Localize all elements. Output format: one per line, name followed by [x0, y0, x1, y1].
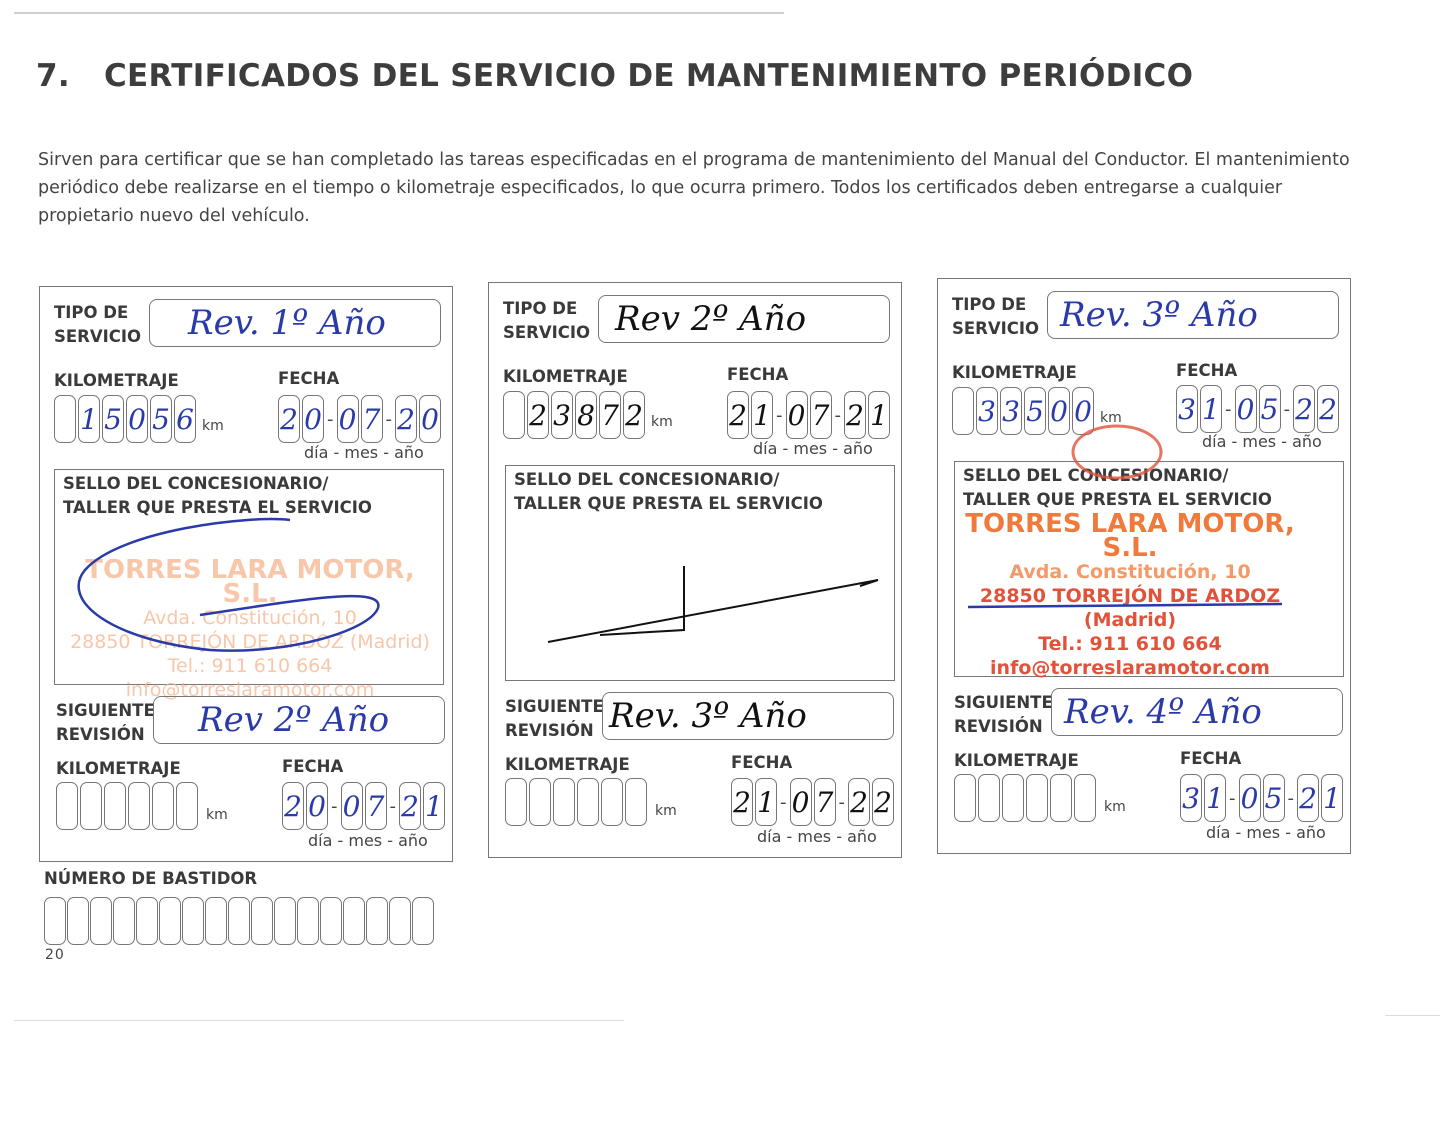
- day-digit[interactable]: 3: [1180, 774, 1202, 822]
- mileage-digit[interactable]: [503, 391, 525, 439]
- mileage-digit[interactable]: 5: [150, 395, 172, 443]
- next-date-label: FECHA: [282, 757, 344, 776]
- mileage-digit[interactable]: [505, 778, 527, 826]
- vin-digit[interactable]: [297, 897, 319, 945]
- mileage-label: KILOMETRAJE: [503, 367, 628, 386]
- next-date-field[interactable]: 2 1 - 0 7 - 2 2: [731, 778, 894, 826]
- date-format-hint: día - mes - año: [304, 443, 424, 462]
- km-unit: km: [1104, 799, 1126, 815]
- mileage-digit[interactable]: 2: [623, 391, 645, 439]
- page-number: 20: [45, 947, 65, 963]
- mileage-digit[interactable]: [80, 782, 102, 830]
- year-digit[interactable]: 1: [423, 782, 445, 830]
- date-format-hint: día - mes - año: [308, 831, 428, 850]
- year-digit[interactable]: 2: [395, 395, 417, 443]
- km-unit: km: [1100, 410, 1122, 426]
- mileage-digits[interactable]: [54, 395, 196, 443]
- dealer-stamp: TORRES LARA MOTOR, S.L. Avda. Constitución, 10 28850 TORREJÓN DE ARDOZ (Madrid) Tel.: 911 610 664 info@torreslaramotor.com: [70, 555, 430, 701]
- service-type-value: Rev. 1º Año: [188, 303, 386, 343]
- year-digit[interactable]: 1: [868, 391, 890, 439]
- mileage-digit[interactable]: [529, 778, 551, 826]
- mileage-digits[interactable]: [952, 387, 1094, 435]
- month-digit[interactable]: 0: [337, 395, 359, 443]
- day-digit[interactable]: 0: [306, 782, 328, 830]
- month-digit[interactable]: 7: [365, 782, 387, 830]
- service-type-field[interactable]: [1047, 291, 1339, 339]
- mileage-digit[interactable]: [601, 778, 623, 826]
- date-field[interactable]: 2 0 - 0 7 - 2 0: [278, 395, 441, 443]
- next-service-label: SIGUIENTE REVISIÓN: [56, 701, 155, 744]
- year-digit[interactable]: 2: [848, 778, 870, 826]
- day-digit[interactable]: 1: [755, 778, 777, 826]
- next-service-label: SIGUIENTE REVISIÓN: [954, 693, 1053, 736]
- mileage-digit[interactable]: [952, 387, 974, 435]
- dealer-stamp-box: [54, 469, 444, 701]
- month-digit[interactable]: 0: [790, 778, 812, 826]
- mileage-digit[interactable]: [553, 778, 575, 826]
- month-digit[interactable]: 0: [1239, 774, 1261, 822]
- next-date-label: FECHA: [1180, 749, 1242, 768]
- year-digit[interactable]: 2: [844, 391, 866, 439]
- next-service-value: Rev. 3º Año: [609, 696, 807, 736]
- service-type-field[interactable]: [598, 295, 890, 343]
- vin-digit[interactable]: [412, 897, 434, 945]
- vin-digit[interactable]: [136, 897, 158, 945]
- vin-digit[interactable]: [159, 897, 181, 945]
- mileage-digit[interactable]: 2: [527, 391, 549, 439]
- date-label: FECHA: [278, 369, 340, 388]
- next-service-value: Rev 2º Año: [198, 700, 390, 740]
- year-digit[interactable]: 2: [872, 778, 894, 826]
- month-digit[interactable]: 5: [1259, 385, 1281, 433]
- date-label: FECHA: [727, 365, 789, 384]
- next-service-label: SIGUIENTE REVISIÓN: [505, 697, 604, 740]
- vin-digit[interactable]: [90, 897, 112, 945]
- day-digit[interactable]: 3: [1176, 385, 1198, 433]
- mileage-digit[interactable]: [104, 782, 126, 830]
- vin-label: NÚMERO DE BASTIDOR: [44, 869, 258, 888]
- next-date-label: FECHA: [731, 753, 793, 772]
- next-mileage-label: KILOMETRAJE: [505, 755, 630, 774]
- service-type-label: TIPO DE SERVICIO: [952, 295, 1040, 338]
- next-service-field[interactable]: [602, 692, 894, 740]
- service-type-value: Rev 2º Año: [615, 299, 807, 339]
- month-digit[interactable]: 0: [341, 782, 363, 830]
- month-digit[interactable]: 7: [361, 395, 383, 443]
- day-digit[interactable]: 1: [1204, 774, 1226, 822]
- month-digit[interactable]: 7: [810, 391, 832, 439]
- next-date-field[interactable]: 3 1 - 0 5 - 2 1: [1180, 774, 1343, 822]
- next-date-field[interactable]: 2 0 - 0 7 - 2 1: [282, 782, 445, 830]
- mileage-digit[interactable]: 8: [575, 391, 597, 439]
- dealer-stamp: TORRES LARA MOTOR, S.L. Avda. Constitución, 10 28850 TORREJÓN DE ARDOZ (Madrid) Tel.: 911 610 664 info@torreslaramotor.com: [965, 509, 1295, 679]
- next-mileage-label: KILOMETRAJE: [56, 759, 181, 778]
- mileage-digit[interactable]: 3: [551, 391, 573, 439]
- section-number: 7.: [36, 58, 70, 94]
- bottom-rule-right: [1385, 1015, 1440, 1016]
- day-digit[interactable]: 1: [1200, 385, 1222, 433]
- vin-digit[interactable]: [182, 897, 204, 945]
- vin-digit[interactable]: [366, 897, 388, 945]
- date-field[interactable]: 2 1 - 0 7 - 2 1: [727, 391, 890, 439]
- date-format-hint: día - mes - año: [757, 827, 877, 846]
- date-format-hint: día - mes - año: [1202, 432, 1322, 451]
- mileage-digit[interactable]: [152, 782, 174, 830]
- vin-digit[interactable]: [44, 897, 66, 945]
- mileage-digit[interactable]: 7: [599, 391, 621, 439]
- vin-digits[interactable]: [44, 897, 434, 945]
- next-service-value: Rev. 4º Año: [1064, 692, 1262, 732]
- mileage-digit[interactable]: 3: [1000, 387, 1022, 435]
- date-label: FECHA: [1176, 361, 1238, 380]
- day-digit[interactable]: 2: [282, 782, 304, 830]
- intro-paragraph: Sirven para certificar que se han completado las tareas especificadas en el programa de mantenimiento del Manual del Conductor. El mantenimiento periódico debe realizarse en el tiempo o kilometraje especificados, lo que ocurra primero. Todos los certificados deben entregarse a cualquier propietario nuevo del vehículo.: [38, 150, 1350, 226]
- mileage-digit[interactable]: 0: [1072, 387, 1094, 435]
- next-mileage-digits[interactable]: [954, 774, 1096, 822]
- mileage-digit[interactable]: [1074, 774, 1096, 822]
- service-type-label: TIPO DE SERVICIO: [54, 303, 142, 346]
- bottom-rule: [14, 1020, 624, 1021]
- vin-digit[interactable]: [67, 897, 89, 945]
- year-digit[interactable]: 2: [1297, 774, 1319, 822]
- top-rule: [14, 12, 784, 14]
- day-digit[interactable]: 2: [731, 778, 753, 826]
- stamp-box-label: SELLO DEL CONCESIONARIO/ TALLER QUE PRESTA EL SERVICIO: [514, 470, 823, 513]
- month-digit[interactable]: 5: [1263, 774, 1285, 822]
- next-service-field[interactable]: [1051, 688, 1343, 736]
- mileage-digit[interactable]: [625, 778, 647, 826]
- mileage-digit[interactable]: [978, 774, 1000, 822]
- mileage-digit[interactable]: 5: [102, 395, 124, 443]
- mileage-digit[interactable]: [176, 782, 198, 830]
- mileage-digit[interactable]: [56, 782, 78, 830]
- mileage-label: KILOMETRAJE: [952, 363, 1077, 382]
- service-certificate-2: [488, 282, 902, 858]
- mileage-digit[interactable]: [1050, 774, 1072, 822]
- mileage-digit[interactable]: [1002, 774, 1024, 822]
- stamp-box-label: SELLO DEL CONCESIONARIO/ TALLER QUE PRESTA EL SERVICIO: [963, 466, 1272, 509]
- date-field[interactable]: 3 1 - 0 5 - 2 2: [1176, 385, 1339, 433]
- mileage-digits[interactable]: [503, 391, 645, 439]
- service-certificate-3: [937, 278, 1351, 854]
- stamp-box-label: SELLO DEL CONCESIONARIO/ TALLER QUE PRESTA EL SERVICIO: [63, 474, 372, 517]
- mileage-digit[interactable]: [577, 778, 599, 826]
- mileage-digit[interactable]: [1026, 774, 1048, 822]
- mileage-digit[interactable]: 1: [78, 395, 100, 443]
- day-digit[interactable]: 2: [278, 395, 300, 443]
- year-digit[interactable]: 2: [399, 782, 421, 830]
- vin-digit[interactable]: [251, 897, 273, 945]
- next-mileage-digits[interactable]: [56, 782, 198, 830]
- vin-digit[interactable]: [113, 897, 135, 945]
- next-mileage-digits[interactable]: [505, 778, 647, 826]
- day-digit[interactable]: 0: [302, 395, 324, 443]
- year-digit[interactable]: 2: [1317, 385, 1339, 433]
- mileage-digit[interactable]: 0: [1048, 387, 1070, 435]
- km-unit: km: [206, 807, 228, 823]
- mileage-digit[interactable]: 5: [1024, 387, 1046, 435]
- next-service-field[interactable]: [153, 696, 445, 744]
- month-digit[interactable]: 0: [786, 391, 808, 439]
- date-format-hint: día - mes - año: [753, 439, 873, 458]
- mileage-digit[interactable]: [954, 774, 976, 822]
- section-title: CERTIFICADOS DEL SERVICIO DE MANTENIMIENTO PERIÓDICO: [104, 58, 1194, 94]
- section-heading: [36, 58, 1193, 94]
- mileage-label: KILOMETRAJE: [54, 371, 179, 390]
- km-unit: km: [655, 803, 677, 819]
- dealer-stamp-box: [954, 461, 1344, 677]
- vin-digit[interactable]: [343, 897, 365, 945]
- mileage-digit[interactable]: [54, 395, 76, 443]
- mileage-digit[interactable]: 6: [174, 395, 196, 443]
- vin-digit[interactable]: [205, 897, 227, 945]
- dealer-stamp-box: [505, 465, 895, 681]
- mileage-digit[interactable]: [128, 782, 150, 830]
- mileage-digit[interactable]: 3: [976, 387, 998, 435]
- vin-digit[interactable]: [274, 897, 296, 945]
- year-digit[interactable]: 0: [419, 395, 441, 443]
- year-digit[interactable]: 2: [1293, 385, 1315, 433]
- vin-digit[interactable]: [389, 897, 411, 945]
- month-digit[interactable]: 7: [814, 778, 836, 826]
- month-digit[interactable]: 0: [1235, 385, 1257, 433]
- service-certificate-1: [39, 286, 453, 862]
- day-digit[interactable]: 2: [727, 391, 749, 439]
- day-digit[interactable]: 1: [751, 391, 773, 439]
- vin-digit[interactable]: [228, 897, 250, 945]
- service-type-value: Rev. 3º Año: [1060, 295, 1258, 335]
- mileage-digit[interactable]: 0: [126, 395, 148, 443]
- date-format-hint: día - mes - año: [1206, 823, 1326, 842]
- year-digit[interactable]: 1: [1321, 774, 1343, 822]
- km-unit: km: [202, 418, 224, 434]
- km-unit: km: [651, 414, 673, 430]
- next-mileage-label: KILOMETRAJE: [954, 751, 1079, 770]
- vin-digit[interactable]: [320, 897, 342, 945]
- service-type-field[interactable]: [149, 299, 441, 347]
- service-type-label: TIPO DE SERVICIO: [503, 299, 591, 342]
